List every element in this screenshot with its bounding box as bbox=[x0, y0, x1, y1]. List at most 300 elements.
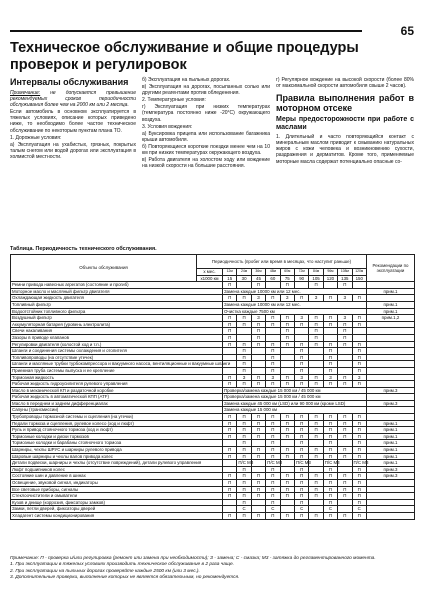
interval-cell bbox=[338, 499, 352, 506]
interval-cell: П bbox=[338, 433, 352, 440]
list-item: б) Эксплуатация на пыльных дорогах. bbox=[142, 77, 231, 83]
table-row bbox=[11, 420, 415, 427]
interval-cell bbox=[251, 354, 265, 361]
interval-cell: П bbox=[323, 473, 337, 480]
interval-cell: П bbox=[280, 414, 294, 421]
footnotes bbox=[10, 556, 414, 582]
interval-cell bbox=[338, 354, 352, 361]
recommendation: прим.1 bbox=[366, 427, 414, 434]
interval-cell: П bbox=[223, 486, 237, 493]
interval-span: Проверка/замена каждые 15 000 км / 45 000 км bbox=[223, 387, 367, 394]
item-name: Детали подвески, шарниры и чехлы (отсутствие повреждений), детали рулевого управления bbox=[11, 460, 223, 467]
table-row bbox=[11, 480, 415, 487]
interval-cell: П bbox=[251, 427, 265, 434]
list-item: в) Работа двигателя на холостом ходу или вождение на низкой скорости на большие расстояния. bbox=[142, 157, 270, 170]
item-name: Охлаждающая жидкость двигателя bbox=[11, 295, 223, 302]
recommendation bbox=[366, 321, 414, 328]
interval-cell: П bbox=[251, 486, 265, 493]
interval-cell: П bbox=[294, 512, 308, 519]
list-item: 3. Условия вождения: bbox=[142, 123, 193, 130]
interval-cell: П bbox=[294, 480, 308, 487]
interval-cell: П bbox=[352, 512, 366, 519]
interval-cell: П bbox=[338, 486, 352, 493]
month-header: 48м bbox=[266, 269, 280, 276]
item-name: Тормозные колодки и диски тормозов bbox=[11, 433, 223, 440]
interval-cell: П bbox=[237, 427, 251, 434]
interval-cell: П bbox=[237, 453, 251, 460]
interval-cell: П bbox=[251, 321, 265, 328]
interval-cell: П bbox=[237, 486, 251, 493]
interval-cell: П bbox=[223, 295, 237, 302]
interval-cell bbox=[251, 440, 265, 447]
item-name: Аккумуляторная батарея (уровень электролита) bbox=[11, 321, 223, 328]
interval-cell bbox=[323, 328, 337, 335]
interval-cell: П bbox=[352, 473, 366, 480]
item-name: Все световые приборы, сигналы bbox=[11, 486, 223, 493]
interval-cell bbox=[223, 506, 237, 513]
interval-cell: П bbox=[309, 334, 323, 341]
table-row bbox=[11, 334, 415, 341]
recommendation bbox=[366, 381, 414, 388]
interval-cell: П bbox=[323, 453, 337, 460]
interval-cell: П bbox=[352, 440, 366, 447]
interval-cell: П bbox=[323, 348, 337, 355]
interval-cell bbox=[266, 334, 280, 341]
interval-cell bbox=[280, 460, 294, 467]
interval-cell: П bbox=[309, 433, 323, 440]
interval-cell: П bbox=[266, 493, 280, 500]
interval-cell: П bbox=[352, 354, 366, 361]
interval-cell bbox=[280, 348, 294, 355]
interval-cell: П bbox=[323, 295, 337, 302]
interval-cell: П bbox=[251, 381, 265, 388]
table-row bbox=[11, 447, 415, 454]
interval-span: Проверка/замена каждые 15 000 км / 45 000 км bbox=[223, 394, 367, 401]
interval-cell: П bbox=[352, 466, 366, 473]
interval-cell: П bbox=[223, 447, 237, 454]
interval-cell: П bbox=[223, 453, 237, 460]
interval-cell: П bbox=[251, 282, 265, 289]
interval-cell: П bbox=[251, 334, 265, 341]
table-row bbox=[11, 282, 415, 289]
interval-cell: П bbox=[338, 414, 352, 421]
interval-cell bbox=[223, 367, 237, 374]
interval-cell: П bbox=[352, 321, 366, 328]
interval-cell: П bbox=[223, 420, 237, 427]
interval-cell: З bbox=[352, 374, 366, 381]
item-name: Сапуны (трансмиссии) bbox=[11, 407, 223, 414]
item-name: Педали тормоза и сцепления, рулевое колесо (ход и люфт) bbox=[11, 420, 223, 427]
interval-cell: П bbox=[237, 295, 251, 302]
section-heading: Интервалы обслуживания bbox=[10, 77, 129, 87]
interval-cell: П bbox=[223, 381, 237, 388]
interval-cell: З bbox=[338, 315, 352, 322]
interval-span: Замена каждые 45 000 км (LSD) или 90 000 км (кроме LSD) bbox=[223, 400, 367, 407]
interval-cell: П bbox=[266, 453, 280, 460]
recommendation: прим.3 bbox=[366, 387, 414, 394]
interval-cell: П bbox=[280, 447, 294, 454]
interval-cell: П bbox=[294, 473, 308, 480]
recommendation bbox=[366, 282, 414, 289]
interval-cell: П bbox=[280, 328, 294, 335]
item-name: Тормозные колодки и барабаны стояночного тормоза bbox=[11, 440, 223, 447]
interval-cell: П bbox=[237, 381, 251, 388]
interval-cell: П bbox=[309, 427, 323, 434]
interval-cell: П bbox=[352, 420, 366, 427]
interval-cell: П bbox=[294, 427, 308, 434]
interval-cell: П bbox=[266, 427, 280, 434]
recommendation bbox=[366, 414, 414, 421]
interval-cell: П bbox=[237, 480, 251, 487]
item-name: Шарниры, чехлы ШРУС и шарниры рулевого привода bbox=[11, 447, 223, 454]
footnote: 2. При эксплуатации на пыльных дорогах проверяйте каждые 2500 км (или 3 мес.). bbox=[10, 568, 200, 574]
interval-cell bbox=[251, 506, 265, 513]
recommendation bbox=[366, 341, 414, 348]
column-3 bbox=[276, 77, 414, 166]
interval-cell: П bbox=[237, 447, 251, 454]
interval-cell: П bbox=[309, 512, 323, 519]
interval-cell: П bbox=[352, 414, 366, 421]
interval-cell: П bbox=[251, 420, 265, 427]
item-name: Шланги и соединения системы охлаждения и отопителя bbox=[11, 348, 223, 355]
recommendation: прим.1 bbox=[366, 308, 414, 315]
interval-cell: П bbox=[294, 341, 308, 348]
interval-cell: П bbox=[223, 427, 237, 434]
interval-cell: П bbox=[294, 486, 308, 493]
interval-cell: П bbox=[251, 512, 265, 519]
interval-cell bbox=[294, 282, 308, 289]
month-header: 12м bbox=[223, 269, 237, 276]
interval-cell: П bbox=[294, 420, 308, 427]
interval-cell: П bbox=[223, 315, 237, 322]
km-header: 135 bbox=[338, 275, 352, 282]
interval-cell: П bbox=[280, 433, 294, 440]
interval-cell: П bbox=[251, 447, 265, 454]
recommendation: прим.1 bbox=[366, 288, 414, 295]
interval-cell: П bbox=[251, 473, 265, 480]
interval-span: Замена каждые 10000 км или 12 мес. bbox=[223, 288, 367, 295]
column-1 bbox=[10, 77, 136, 161]
interval-cell: П bbox=[237, 341, 251, 348]
table-row bbox=[11, 473, 415, 480]
interval-span: Очистка каждые 7500 км bbox=[223, 308, 367, 315]
interval-cell: П bbox=[266, 433, 280, 440]
interval-cell bbox=[338, 348, 352, 355]
interval-cell: П bbox=[338, 321, 352, 328]
interval-cell: П bbox=[294, 381, 308, 388]
interval-cell: П bbox=[309, 447, 323, 454]
interval-cell: П bbox=[338, 493, 352, 500]
km-header: 75 bbox=[280, 275, 294, 282]
interval-cell bbox=[338, 367, 352, 374]
list-item: 1. Дорожные условия: bbox=[10, 134, 62, 141]
table-row bbox=[11, 427, 415, 434]
recommendation bbox=[366, 361, 414, 368]
interval-cell bbox=[251, 466, 265, 473]
interval-cell: П bbox=[280, 321, 294, 328]
month-header: 72м bbox=[294, 269, 308, 276]
table-row bbox=[11, 301, 415, 308]
interval-cell: П bbox=[266, 440, 280, 447]
interval-cell: П bbox=[338, 381, 352, 388]
interval-cell: П bbox=[323, 480, 337, 487]
interval-cell: П bbox=[352, 447, 366, 454]
interval-cell: П bbox=[266, 447, 280, 454]
table-row bbox=[11, 453, 415, 460]
recommendation bbox=[366, 374, 414, 381]
item-name: Рабочая жидкость в автоматической КПП (ATF) bbox=[11, 394, 223, 401]
interval-cell: П bbox=[251, 493, 265, 500]
item-name: Топливный фильтр bbox=[11, 301, 223, 308]
interval-cell: П bbox=[352, 348, 366, 355]
interval-cell: П bbox=[309, 328, 323, 335]
km-header: 45 bbox=[251, 275, 265, 282]
interval-cell: П bbox=[237, 473, 251, 480]
interval-cell: П bbox=[323, 381, 337, 388]
interval-cell: П bbox=[280, 486, 294, 493]
interval-cell bbox=[294, 334, 308, 341]
interval-cell: П bbox=[338, 512, 352, 519]
item-name: Моторное масло и масляный фильтр двигателя bbox=[11, 288, 223, 295]
interval-cell: П bbox=[294, 321, 308, 328]
interval-cell: П bbox=[266, 480, 280, 487]
interval-cell: З bbox=[266, 374, 280, 381]
table-row bbox=[11, 486, 415, 493]
table-row bbox=[11, 440, 415, 447]
interval-cell: П bbox=[251, 480, 265, 487]
interval-cell: П bbox=[352, 427, 366, 434]
interval-cell: П bbox=[323, 499, 337, 506]
interval-cell: П bbox=[323, 427, 337, 434]
interval-cell: П bbox=[223, 328, 237, 335]
item-name: Зазоры в приводе клапанов bbox=[11, 334, 223, 341]
recommendation: прим.1 bbox=[366, 453, 414, 460]
interval-cell: П bbox=[323, 466, 337, 473]
table-row bbox=[11, 308, 415, 315]
interval-cell: С bbox=[323, 506, 337, 513]
interval-cell: С bbox=[294, 506, 308, 513]
interval-cell bbox=[223, 354, 237, 361]
item-name: Шланги и масляные трубки турбокомпрессора и вакуумного насоса, вентиляционные и вакуумные шланги bbox=[12, 361, 231, 367]
item-name: Шаровые шарниры и чехлы валов привода колес bbox=[11, 453, 223, 460]
interval-cell: П bbox=[323, 315, 337, 322]
recommendation bbox=[366, 407, 414, 414]
interval-cell: П bbox=[223, 341, 237, 348]
recommendation bbox=[366, 512, 414, 519]
km-header: 90 bbox=[294, 275, 308, 282]
interval-cell bbox=[294, 328, 308, 335]
month-header: 60м bbox=[280, 269, 294, 276]
interval-cell bbox=[251, 348, 265, 355]
interval-cell: П bbox=[338, 328, 352, 335]
interval-cell bbox=[309, 466, 323, 473]
interval-cell: П bbox=[280, 473, 294, 480]
table-row bbox=[11, 407, 415, 414]
recommendation bbox=[366, 295, 414, 302]
interval-cell bbox=[223, 466, 237, 473]
interval-cell bbox=[251, 361, 265, 368]
header-objects: Объекты обслуживания bbox=[11, 255, 197, 282]
interval-cell: П bbox=[280, 334, 294, 341]
list-item: г) Эксплуатация при низких температурах (температура постоянно ниже -20°С) окружающего воздуха. bbox=[142, 104, 270, 123]
recommendation: прим.1 bbox=[366, 440, 414, 447]
interval-cell: П bbox=[352, 493, 366, 500]
interval-cell: З bbox=[309, 295, 323, 302]
interval-cell: П bbox=[223, 512, 237, 519]
interval-cell: З bbox=[338, 295, 352, 302]
interval-cell: П bbox=[266, 367, 280, 374]
interval-cell: П bbox=[338, 447, 352, 454]
header-recommendations: Рекомендации по эксплуатации bbox=[366, 255, 414, 282]
table-row bbox=[11, 321, 415, 328]
section-heading: Правила выполнения работ в моторном отсеке bbox=[276, 93, 414, 114]
intro-columns bbox=[10, 77, 414, 245]
table-row bbox=[11, 387, 415, 394]
interval-cell: П bbox=[251, 328, 265, 335]
interval-cell bbox=[309, 367, 323, 374]
interval-cell: П bbox=[251, 453, 265, 460]
interval-cell: П bbox=[223, 282, 237, 289]
interval-cell: П bbox=[323, 321, 337, 328]
interval-cell: П bbox=[309, 414, 323, 421]
interval-cell bbox=[309, 440, 323, 447]
table-row bbox=[11, 354, 415, 361]
interval-cell: П bbox=[294, 348, 308, 355]
interval-cell: П bbox=[223, 480, 237, 487]
interval-cell: П/С М3 bbox=[324, 460, 340, 466]
interval-cell: П bbox=[266, 414, 280, 421]
recommendation bbox=[366, 367, 414, 374]
month-header: 120м bbox=[352, 269, 366, 276]
interval-cell bbox=[223, 460, 237, 467]
paragraph: 1. Длительный и часто повторяющийся контакт с минеральным маслом приводит к смыванию натуральных жиров с кожи человека и возникновению сухости, раздражения и дерматитов. Кроме того, применяемые моторные масла содержат потенциально опасные со- bbox=[276, 134, 414, 165]
interval-cell: П bbox=[237, 493, 251, 500]
interval-cell: П/С М3 bbox=[267, 460, 283, 466]
interval-cell bbox=[266, 328, 280, 335]
item-name: Приемная труба системы выпуска и ее крепление bbox=[11, 367, 223, 374]
item-name: Масло в переднем и заднем дифференциалах bbox=[11, 400, 223, 407]
interval-cell: П bbox=[352, 433, 366, 440]
list-item: б) Повторяющиеся короткие поездки менее чем на 10 км при низких температурах окружающего воздуха. bbox=[142, 143, 270, 157]
interval-cell: П bbox=[280, 341, 294, 348]
interval-cell: П bbox=[280, 480, 294, 487]
interval-cell: П bbox=[323, 512, 337, 519]
interval-cell: П bbox=[323, 341, 337, 348]
recommendation: прим.1 bbox=[366, 447, 414, 454]
interval-cell: П bbox=[237, 512, 251, 519]
table-row bbox=[11, 414, 415, 421]
table-row bbox=[11, 493, 415, 500]
interval-cell: П bbox=[323, 361, 337, 368]
interval-cell bbox=[251, 460, 265, 467]
interval-cell: П bbox=[323, 447, 337, 454]
interval-cell: З bbox=[294, 374, 308, 381]
footnote: 3. Дополнительные проверки, выполнение которых не является обязательным, но рекомендуется. bbox=[10, 575, 240, 581]
interval-cell: П bbox=[223, 493, 237, 500]
interval-cell: П bbox=[251, 374, 265, 381]
recommendation bbox=[366, 480, 414, 487]
interval-cell: П bbox=[323, 433, 337, 440]
recommendation: прим.1 bbox=[366, 433, 414, 440]
interval-cell: З bbox=[280, 295, 294, 302]
header-period: Периодичность (пробег или время в месяцах, что наступит раньше) bbox=[197, 255, 367, 269]
month-header: 84м bbox=[309, 269, 323, 276]
interval-cell: П bbox=[338, 341, 352, 348]
paragraph: Если автомобиль в основном эксплуатируется в тяжелых условиях, описание которых приведено ниже, то необходимо более частое техническое обслуживание по некоторым пунктам плана ТО. bbox=[10, 109, 136, 134]
interval-cell: П bbox=[237, 433, 251, 440]
interval-cell: П bbox=[280, 420, 294, 427]
interval-cell: П bbox=[323, 367, 337, 374]
note-label: Примечание: bbox=[10, 90, 41, 96]
interval-cell: П bbox=[266, 381, 280, 388]
km-header: 60 bbox=[266, 275, 280, 282]
recommendation bbox=[366, 394, 414, 401]
interval-cell bbox=[338, 361, 352, 368]
interval-cell: С bbox=[266, 506, 280, 513]
interval-cell: П bbox=[266, 295, 280, 302]
subsection-heading: Меры предосторожности при работе с маслами bbox=[276, 116, 414, 132]
interval-cell: З bbox=[294, 315, 308, 322]
km-header: 105 bbox=[309, 275, 323, 282]
table-row bbox=[11, 433, 415, 440]
interval-cell: П bbox=[294, 493, 308, 500]
interval-cell: П bbox=[338, 427, 352, 434]
interval-cell: П/С М3 bbox=[353, 460, 369, 466]
interval-cell bbox=[352, 282, 366, 289]
interval-cell: П bbox=[280, 493, 294, 500]
interval-cell: П bbox=[338, 334, 352, 341]
interval-cell: П bbox=[237, 466, 251, 473]
interval-cell bbox=[309, 460, 323, 467]
interval-cell: П bbox=[309, 381, 323, 388]
interval-cell: П bbox=[266, 361, 280, 368]
month-header: 36м bbox=[251, 269, 265, 276]
note-text: не допускается превышение рекомендуемых сроков периодичности обслуживания более чем на 2000 км или 2 месяца. bbox=[10, 90, 136, 109]
interval-cell: З bbox=[251, 295, 265, 302]
interval-cell: З bbox=[237, 374, 251, 381]
interval-cell: П bbox=[309, 282, 323, 289]
item-name: Ремни привода навесных агрегатов (состояние и прогиб) bbox=[11, 282, 223, 289]
table-row bbox=[11, 341, 415, 348]
list-item: в) Эксплуатация на дорогах, посыпанных солью или другими реагентами против обледенения. bbox=[142, 84, 270, 97]
interval-cell: П bbox=[338, 480, 352, 487]
interval-cell: П bbox=[294, 414, 308, 421]
item-name: Трубопроводы тормозной системы и сцепления (на утечки) bbox=[11, 414, 223, 421]
table-caption: Таблица. Периодичность технического обслуживания. bbox=[10, 246, 157, 252]
months-label: х мес. bbox=[197, 269, 223, 276]
interval-cell bbox=[338, 466, 352, 473]
interval-cell: П bbox=[294, 453, 308, 460]
interval-cell: П/С М3 bbox=[238, 460, 254, 466]
interval-cell: П bbox=[352, 341, 366, 348]
interval-cell: П bbox=[338, 282, 352, 289]
recommendation bbox=[366, 334, 414, 341]
recommendation bbox=[366, 499, 414, 506]
interval-cell: П bbox=[237, 321, 251, 328]
interval-cell: П bbox=[266, 473, 280, 480]
interval-cell: П bbox=[309, 493, 323, 500]
list-item: 2. Температурные условия: bbox=[142, 97, 206, 104]
interval-span: Замена каждые 15 000 км bbox=[223, 407, 367, 414]
item-name: Кузов и днище (коррозия, фиксаторы замков) bbox=[11, 499, 223, 506]
item-name: Люфт подшипников колес bbox=[11, 466, 223, 473]
interval-cell: П bbox=[223, 374, 237, 381]
recommendation: прим.1 bbox=[366, 301, 414, 308]
note bbox=[10, 90, 136, 108]
list-item: а) Буксировка прицепа или использование багажника крыши автомобиля. bbox=[142, 130, 270, 143]
recommendation: прим.1,2 bbox=[366, 315, 414, 322]
table-row bbox=[11, 381, 415, 388]
